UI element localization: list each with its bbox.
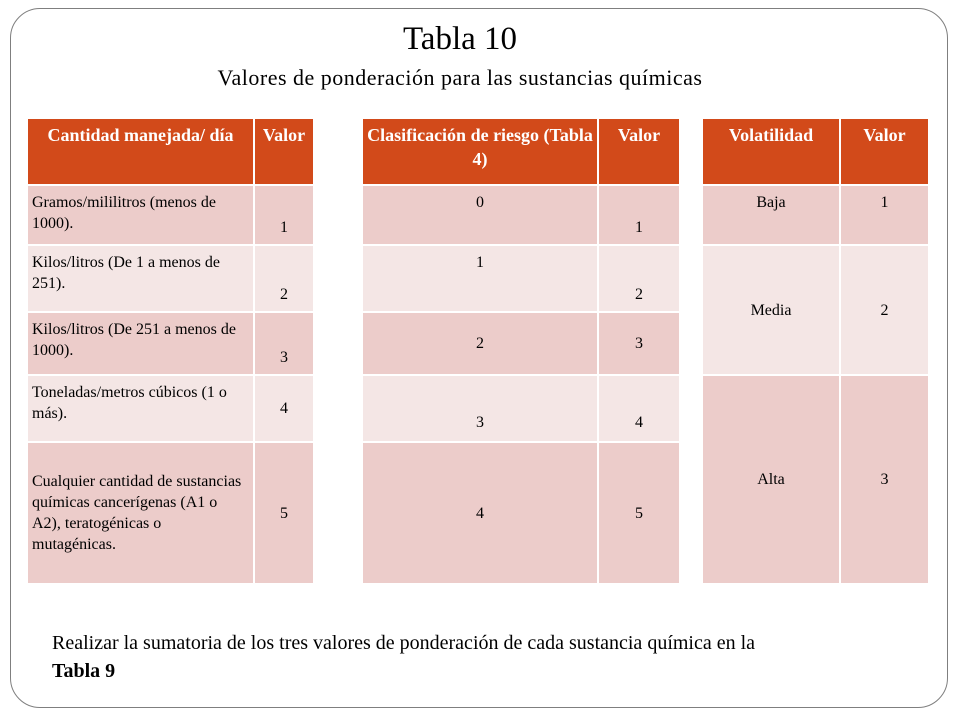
volatilidad-value: 3 bbox=[840, 375, 928, 583]
table-row bbox=[363, 185, 679, 245]
volatilidad-value: 1 bbox=[840, 185, 928, 245]
cantidad-label: Kilos/litros (De 1 a menos de 251). bbox=[28, 245, 254, 312]
clasificacion-value: 3 bbox=[598, 312, 679, 375]
cantidad-value: 2 bbox=[254, 245, 313, 312]
clasificacion-label: 4 bbox=[363, 442, 598, 583]
cantidad-label: Gramos/mililitros (menos de 1000). bbox=[28, 185, 254, 245]
header-volatilidad: Volatilidad bbox=[703, 119, 840, 185]
table-row bbox=[28, 312, 313, 375]
table-row bbox=[28, 442, 313, 583]
clasificacion-value: 5 bbox=[598, 442, 679, 583]
cantidad-label: Kilos/litros (De 251 a menos de 1000). bbox=[28, 312, 254, 375]
table-row bbox=[28, 375, 313, 442]
table-cantidad bbox=[28, 119, 313, 583]
footer-note bbox=[52, 629, 922, 685]
clasificacion-value: 1 bbox=[598, 185, 679, 245]
table-row bbox=[363, 442, 679, 583]
footer-bold: Tabla 9 bbox=[52, 660, 116, 682]
header-valor: Valor bbox=[254, 119, 313, 185]
clasificacion-label: 0 bbox=[363, 185, 598, 245]
header-clasificacion: Clasificación de riesgo (Tabla 4) bbox=[363, 119, 598, 185]
cantidad-label: Toneladas/metros cúbicos (1 o más). bbox=[28, 375, 254, 442]
clasificacion-value: 4 bbox=[598, 375, 679, 442]
volatilidad-value: 2 bbox=[840, 245, 928, 375]
volatilidad-label: Baja bbox=[703, 185, 840, 245]
table-row bbox=[363, 245, 679, 312]
clasificacion-label: 3 bbox=[363, 375, 598, 442]
cantidad-value: 4 bbox=[254, 375, 313, 442]
clasificacion-label: 1 bbox=[363, 245, 598, 312]
table-row bbox=[363, 375, 679, 442]
cantidad-label: Cualquier cantidad de sustancias químicas cancerígenas (A1 o A2), teratogénicas o mutagénicas. bbox=[28, 442, 254, 583]
header-valor: Valor bbox=[840, 119, 928, 185]
table-row bbox=[703, 375, 928, 583]
footer-text: Realizar la sumatoria de los tres valores de ponderación de cada sustancia química en la bbox=[52, 632, 756, 654]
table-volatilidad bbox=[703, 119, 928, 583]
page-subtitle: Valores de ponderación para las sustancias químicas bbox=[217, 65, 703, 90]
table-row bbox=[363, 312, 679, 375]
volatilidad-label: Alta bbox=[703, 375, 840, 583]
table-row bbox=[703, 185, 928, 245]
table-row bbox=[28, 185, 313, 245]
table-clasificacion bbox=[363, 119, 679, 583]
clasificacion-value: 2 bbox=[598, 245, 679, 312]
cantidad-value: 5 bbox=[254, 442, 313, 583]
volatilidad-label: Media bbox=[703, 245, 840, 375]
header-cantidad: Cantidad manejada/ día bbox=[28, 119, 254, 185]
table-row bbox=[28, 245, 313, 312]
cantidad-value: 1 bbox=[254, 185, 313, 245]
page-title: Tabla 10 bbox=[402, 21, 518, 57]
cantidad-value: 3 bbox=[254, 312, 313, 375]
table-row bbox=[703, 245, 928, 375]
header-valor: Valor bbox=[598, 119, 679, 185]
clasificacion-label: 2 bbox=[363, 312, 598, 375]
